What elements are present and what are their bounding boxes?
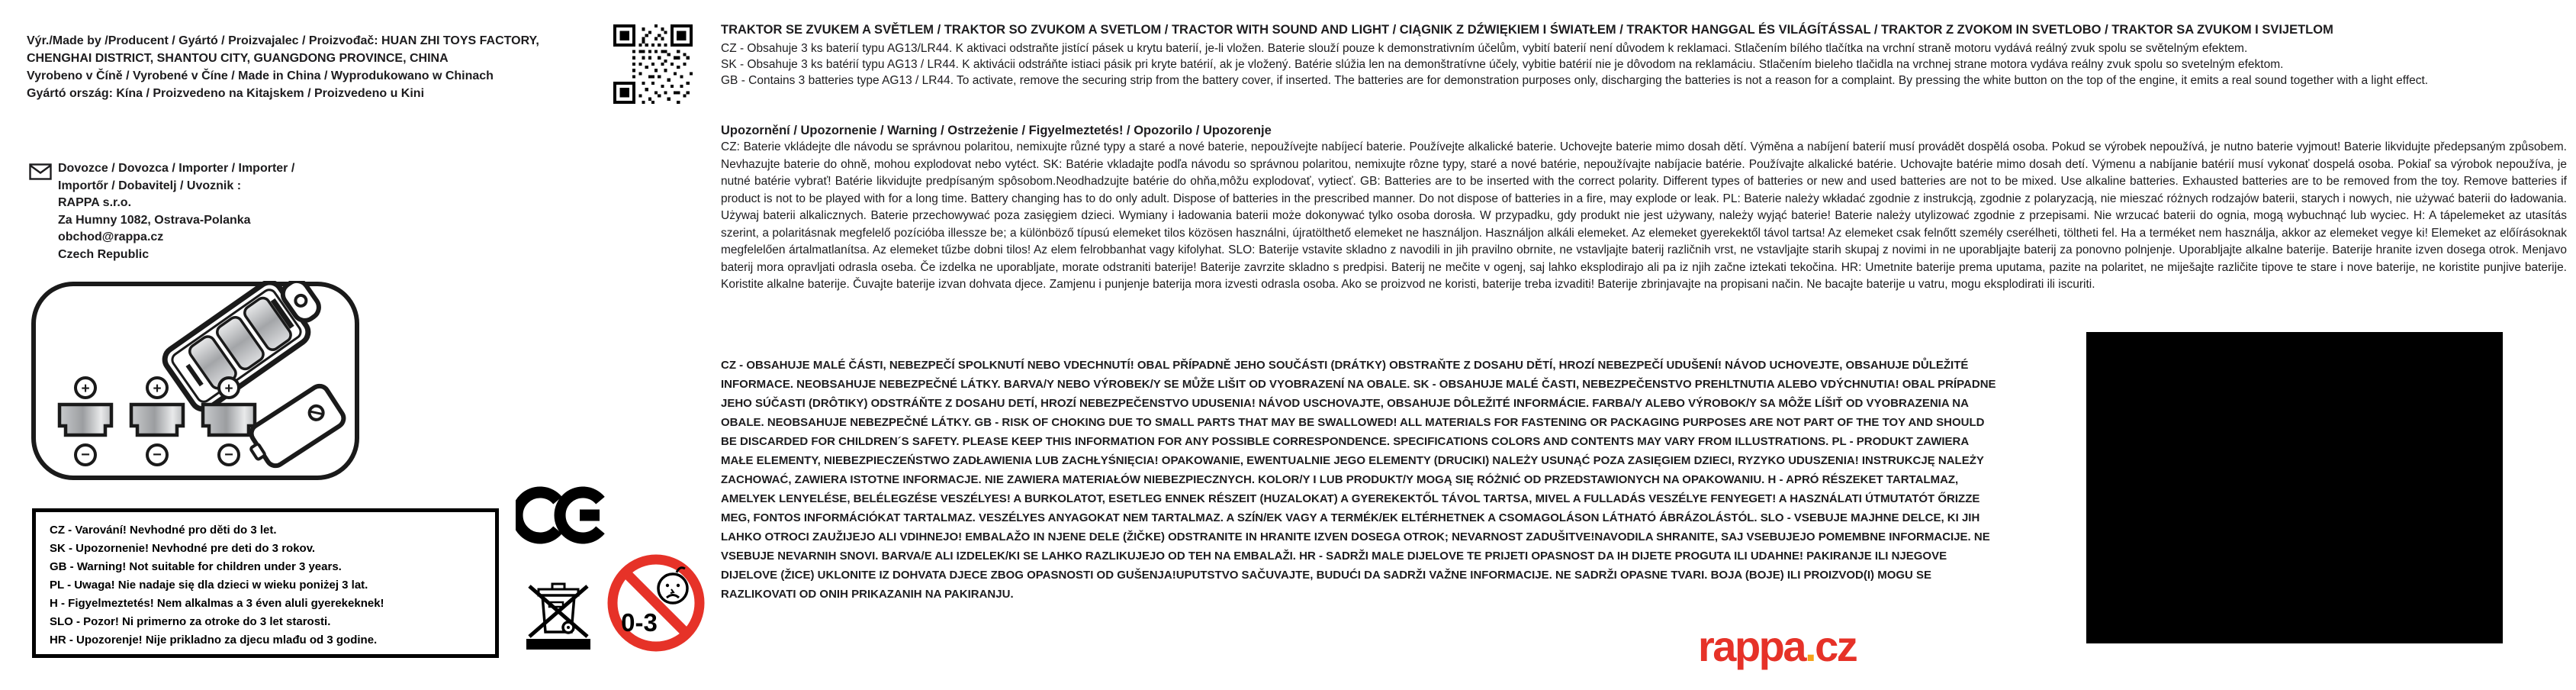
small-parts-notice: CZ - OBSAHUJE MALÉ ČÁSTI, NEBEZPEČÍ SPOLKNUTÍ NEBO VDECHNUTÍ! OBAL PŘÍPADNĚ JEHO SOUČÁSTI (DRÁTKY) OBSTRAŇTE Z DOSAHU DĚTÍ, HROZÍ NEBEZPEČÍ UDUŠENÍ! NÁVOD UCHOVEJTE, OBSAHUJE DŮLEŽITÉ INFORMACE. NEOBSAHUJE NEBEZPEČNÉ LÁTKY. BARVA/Y NEBO VÝROBEK/Y SE MŮŽE LIŠIT OD VYOBRAZENÍ NA OBALE. SK - OBSAHUJE MALÉ ČASTI, NEBEZPEČENSTVO PREHLTNUTIA ALEBO VDÝCHNUTIA! OBAL PRÍPADNE JEHO SÚČASTI (DRÔTIKY) ODSTRÁŇTE Z DOSAHU DETÍ, HROZÍ NEBEZPEČENSTVO UDUSENIA! NÁVOD USCHOVAJTE, OBSAHUJE DÔLEŽITÉ INFORMÁCIE. FARBA/Y ALEBO VÝROBOK/Y SA MÔŽE LÍŠIŤ OD VYOBRAZENIA NA OBALE. NEOBSAHUJE NEBEZPEČNÉ LÁTKY. GB - RISK OF CHOKING DUE TO SMALL PARTS THAT MAY BE SWALLOWED! ALL MATERIALS FOR FASTENING OR PACKAGING PURPOSES ARE NOT PART OF THE TOY AND SHOULD BE DISCARDED FOR CHILDREN´S SAFETY. PLEASE KEEP THIS INFORMATION FOR ANY POSSIBLE CORRESPONDENCE. SPECIFICATIONS COLORS AND CONTENTS MAY VARY FROM ILLUSTRATIONS. PL - PRODUKT ZAWIERA MAŁE ELEMENTY, NIEBEZPIECZEŃSTWO ZADŁAWIENIA LUB ZACHŁYŚNIĘCIA! OPAKOWANIE, EWENTUALNIE JEGO ELEMENTY (DRUCIKI) NALEŻY USUNĄĆ POZA ZASIĘGIEM DZIECI, RYZYKO UDUSZENIA! INSTRUKCJĘ NALEŻY ZACHOWAĆ, ZAWIERA ISTOTNE INFORMACJE. NIE ZAWIERA MATERIAŁÓW NIEBEZPIECZNYCH. KOLOR/Y I LUB PRODUKT/Y MOGĄ SIĘ RÓŻNIĆ OD PRZEDSTAWIONYCH NA OPAKOWANIU. H - APRÓ RÉSZEKET TARTALMAZ, AMELYEK LENYELÉSE, BELÉLEGZÉSE VESZÉLYES! A BURKOLATOT, ESETLEG ENNEK RÉSZEIT (HUZALOKAT) A GYEREKEKTŐL TÁVOL TARTSA, MIVEL A FULLADÁS VESZÉLYE FENYEGET! A HASZNÁLATI ÚTMUTATÓT ŐRIZZE MEG, FONTOS INFORMÁCIÓKAT TARTALMAZ. VESZÉLYES ANYAGOKAT NEM TARTALMAZ. A SZÍN/EK VAGY A TERMÉK/EK ELTÉRHETNEK A CSOMAGOLÁSON LÁTHATÓ ÁBRÁZOLÁSTÓL. SLO - VSEBUJE MAJHNE DELCE, KI JIH LAHKO OTROCI ZAUŽIJEJO ALI VDIHNEJO! EMBALAŽO IN NJENE DELE (ŽIČKE) ODSTRANITE IN HRANITE IZVEN DOSEGA OTROK; NEVARNOST ZADUŠITVE!NAVODILA SHRANITE, SAJ VSEBUJEJO POMEMBNE INFORMACIJE. NE VSEBUJE NEVARNIH SNOVI. BARVA/E ALI IZDELEK/KI SE LAHKO RAZLIKUJEJO OD TEH NA EMBALAŽI. HR - SADRŽI MALE DIJELOVE TE PRIJETI OPASNOST DA IH DIJETE PROGUTA ILI UDAHNE! PAKIRANJE ILI NJEGOVE DIJELOVE (ŽICE) UKLONITE IZ DOHVATA DJECE ZBOG OPASNOSTI OD GUŠENJA!UPUTSTVO SAČUVAJTE, BUDUĆI DA SADRŽI VAŽNE INFORMACIJE. NE SADRŽI OPASNE TVARI. BOJA (BOJE) ILI PROIZVOD(I) MOGU SE RAZLIKOVATI OD ONIH PRIKAZANIH NA PAKIRANJU. [721,359,1996,601]
button-cells-illustration [59,378,255,465]
minus-symbol: − [81,447,90,463]
age-warning-line: CZ - Varování! Nevhodné pro děti do 3 let. [50,524,277,537]
age-warning-line: HR - Upozorenje! Nije prikladno za djecu mlađu od 3 godine. [50,634,378,646]
age-0-3-prohibition-icon [606,553,706,653]
manufacturer-line: Výr./Made by /Producent / Gyártó / Proizvajalec / Proizvođač: HUAN ZHI TOYS FACTORY, [27,34,539,47]
activation-note-cz: CZ - Obsahuje 3 ks baterií typu AG13/LR44. K aktivaci odstraňte jistící pásek u krytu baterií, je-li vložen. Baterie slouží pouze k demonstrativním účelům, vybití baterií není důvodem k reklamaci. Stlačením bílého tlačítka na vrchní straně motoru vydává reálný zvuk spolu se světelným efektem. [721,42,2248,55]
activation-note-gb: GB - Contains 3 batteries type AG13 / LR44. To activate, remove the securing strip from the battery cover, if inserted. The batteries are for demonstration purposes only, discharging the batteries is not a reason for a complaint. By pressing the white button on the top of the engine, it emits a real sound together with a light effect. [721,74,2429,87]
plus-symbol: + [81,381,90,397]
importer-block [58,160,294,263]
battery-figure [31,281,360,481]
made-in-line: Gyártó ország: Kína / Proizvedeno na Kitajskem / Proizvedeno u Kini [27,87,425,100]
age-warning-line: PL - Uwaga! Nie nadaje się dla dzieci w wieku poniżej 3 lat. [50,579,368,592]
age-warning-line: SK - Upozornenie! Nevhodné pre deti do 3 rokov. [50,542,316,555]
importer-line: Importőr / Dobavitelj / Uvoznik : [58,179,242,192]
made-in-line: Vyrobeno v Číně / Vyrobené v Číne / Made in China / Wyprodukowano w Chinach [27,69,494,82]
product-title: TRAKTOR SE ZVUKEM A SVĚTLEM / TRAKTOR SO ZVUKOM A SVETLOM / TRACTOR WITH SOUND AND LIGHT / CIĄGNIK Z DŹWIĘKIEM I ŚWIATŁEM / TRAKTOR HANGGAL ÉS VILÁGÍTÁSSAL / TRAKTOR Z ZVOKOM IN SVETLOBO / TRAKTOR SA ZVUKOM I SVIJETLOM [721,23,2333,37]
battery-warning-block [721,124,2567,294]
product-info-block [721,23,2567,89]
activation-note-sk: SK - Obsahuje 3 ks batérií typu AG13 / LR44. K aktivácii odstráňte istiaci pásik pri kryte batérií, ak je vložený. Batérie slúžia len na demonštratívne účely, vybitie batérií nie je dôvodom na reklamáciu. Stlačením bieleho tlačidla na vrchnej strane motora vydáva reálny zvuk spolu so svetelným efektom. [721,58,2284,71]
blacked-out-area [2086,332,2503,643]
rappa-logo-dot: . [1805,622,1815,670]
ce-mark-icon [516,481,607,550]
age-limit-label: 0-3 [621,608,658,637]
age-warning-line: H - Figyelmeztetés! Nem alkalmas a 3 éven aluli gyerekeknek! [50,597,384,610]
rappa-logo [1698,621,1856,671]
minus-symbol: − [224,447,233,463]
manufacturer-line: CHENGHAI DISTRICT, SHANTOU CITY, GUANGDONG PROVINCE, CHINA [27,52,449,65]
qr-code [613,24,693,104]
battery-warning-heading: Upozornění / Upozornenie / Warning / Ostrzeżenie / Figyelmeztetés! / Opozorilo / Upozorenje [721,124,1272,137]
manufacturer-block [27,32,539,102]
importer-country: Czech Republic [58,247,150,261]
age-warning-line: SLO - Pozor! Ni primerno za otroke do 3 let starosti. [50,615,331,628]
plus-symbol: + [224,381,233,397]
importer-email: obchod@rappa.cz [58,231,164,243]
importer-line: Dovozce / Dovozca / Importer / Importer / [58,162,295,175]
battery-warning-body: CZ: Baterie vkládejte dle návodu se správnou polaritou, nemixujte různé typy a staré a nové baterie, nepoužívejte nabíjecí baterie. Používejte alkalické baterie. Uchovejte baterie mimo dosah dětí. Výměna a nabíjení baterií musí provádět dospělá osoba. Pokud se výrobek nepoužívá, je nutno baterie vyjmout! Baterie likvidujte předepsaným způsobem. Nevhazujte baterie do ohně, mohou explodovat nebo vytéct. SK: Batérie vkladajte podľa návodu so správnou polaritou, nemixujte rôzne typy, staré a nové batérie, nepoužívajte nabíjacie batérie. Používajte alkalické batérie. Uchovajte batérie mimo dosah detí. Výmenu a nabíjanie batérií musí vykonať dospelá osoba. Pokiaľ sa výrobok nepoužíva, je nutné batérie vybrať! Batérie likvidujte predpísaným spôsobom.Neodhadzujte batérie do ohňa,môžu explodovať, vytiecť. GB: Batteries are to be inserted with the correct polarity. Different types of batteries or new and used batteries are not to be mixed. Use alkaline batteries. Exhausted batteries are to be removed from the toy. Remove batteries if product is not to be played with for a long time. Battery changing has to do only adult. Dispose of batteries in the prescribed manner. Do not dispose of batteries in a fire, may explode or leak. PL: Baterie należy wkładać zgodnie z instrukcją, zgodnie z polaryzacją, nie mieszać różnych rodzajów baterii, starych i nowych, nie używać baterii do ładowania. Używaj baterii alkalicznych. Baterie przechowywać poza zasięgiem dzieci. Wymiany i ładowania baterii może dokonywać tylko osoba dorosła. W przypadku, gdy produkt nie jest używany, należy wyjąć baterie! Baterie należy utylizować zgodnie z przepisami. Nie wrzucać baterii do ognia, mogą wybuchnąć lub wyciec. H: A tápelemeket az utasítás szerint, a polaritásnak megfelelő pozícióba illessze be; a különböző típusú elemeket tilos közösen használni, újratölthető elemeket ne használjon. Használjon alkáli elemeket. Az elemeket gyerekektől távol tartsa! Az elemeket csak felnőtt személy cserélheti, töltheti fel. Ha a terméket nem használja, akkor az elemeket vegye ki! Elemeket az előírásoknak megfelelően ártalmatlanítsa. Az elemeket tűzbe dobni tilos! Az elem felrobbanhat vagy kifolyhat. SLO: Baterije vstavite skladno z navodili in jih pravilno obrnite, ne vstavljajte baterij različnih vrst, ne vstavljajte starih skupaj z novimi in ne uporabljajte baterij za ponovno polnjenje. Uporabljajte alkalne baterije. Baterije hranite izven dosega otrok. Menjavo baterij mora opravljati odrasla oseba. Če izdelka ne uporabljate, morate odstraniti baterije! Baterije zavrzite skladno s predpisi. Baterij ne mečite v ogenj, saj lahko eksplodirajo ali pa iz njih začne iztekati tekočina. HR: Umetnite baterije prema uputama, pazite na polaritet, ne miješajte različite tipove te stare i nove baterije, ne koristite punjive baterije. Koristite alkalne baterije. Čuvajte baterije izvan dohvata djece. Zamjenu i punjenje baterija mora izvesti odrasla osoba. Ako se proizvod ne koristi, baterije treba izvaditi! Baterije zbrinjavajte na propisani način. Ne bacajte baterije u vatru, mogu eksplodirati ili iscuriti. [721,140,2567,291]
importer-address: Za Humny 1082, Ostrava-Polanka [58,213,251,227]
plus-symbol: + [153,381,162,397]
envelope-icon [29,163,52,180]
rappa-logo-tld: cz [1815,622,1857,670]
age-warning-line: GB - Warning! Not suitable for children under 3 years. [50,560,342,573]
minus-symbol: − [153,447,162,463]
age-warning-box [32,508,499,658]
rappa-logo-name: rappa [1698,622,1805,670]
weee-bin-icon [526,568,590,650]
importer-name: RAPPA s.r.o. [58,196,132,209]
